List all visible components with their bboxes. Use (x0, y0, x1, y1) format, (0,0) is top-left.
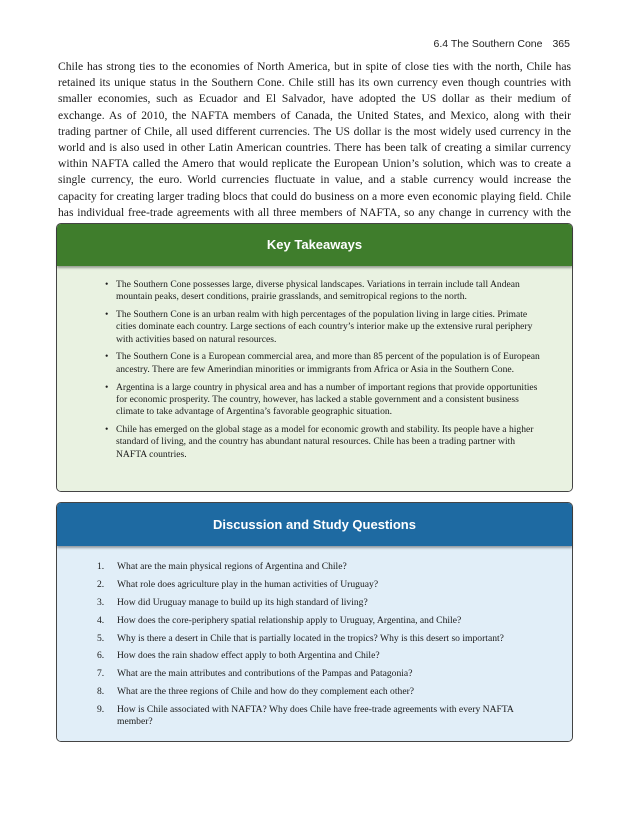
page-number: 365 (552, 38, 570, 50)
question-item (97, 597, 548, 609)
question-item (97, 579, 548, 591)
discussion-questions-box (57, 503, 572, 741)
question-number: 3. (97, 596, 105, 608)
question-text: How does the core-periphery spatial relationship apply to Uruguay, Argentina, and Chile? (117, 614, 462, 626)
question-text: How does the rain shadow effect apply to both Argentina and Chile? (117, 650, 380, 662)
question-number: 4. (97, 614, 105, 626)
question-number: 8. (97, 686, 105, 698)
takeaway-item: • The Southern Cone possesses large, diverse physical landscapes. Variations in terrain include tall Andean mountain peaks, desert conditions, prairie grasslands, and semitropical regions to the north. (105, 279, 548, 304)
question-item (97, 650, 548, 662)
question-number: 6. (97, 650, 105, 662)
question-item (97, 633, 548, 645)
question-item (97, 686, 548, 698)
question-text: What are the three regions of Chile and how do they complement each other? (117, 686, 415, 698)
question-number: 2. (97, 578, 105, 590)
question-text: What are the main attributes and contributions of the Pampas and Patagonia? (117, 668, 413, 680)
body-paragraph: Chile has strong ties to the economies of North America, but in spite of close ties with the north, Chile has retained its unique status in the Southern Cone. Chile still has its own currency even though countries with smaller economies, such as Ecuador and El Salvador, have adopted the US dollar as their medium of exchange. As of 2010, the NAFTA members of Canada, the United States, and Mexico, along with their trading partner of Chile, all used different currencies. The US dollar is the most widely used currency in the world and is also used in other Latin American countries. There has been talk of creating a similar currency within NAFTA called the Amero that would replicate the European Union’s solution, which was to create a single currency, the euro. World currencies fluctuate in value, and a stable currency would increase the capacity for creating larger trading blocs that could do business on a more even economic playing field. Chile has individual free-trade agreements with all three members of NAFTA, so any change in currency with the (58, 60, 571, 219)
question-number: 9. (97, 704, 105, 716)
question-text: Why is there a desert in Chile that is partially located in the tropics? Why is this desert so important? (117, 632, 504, 644)
question-item (97, 615, 548, 627)
question-item (97, 704, 548, 729)
discussion-questions-list (97, 561, 548, 729)
section-title: 6.4 The Southern Cone (433, 38, 543, 50)
question-number: 1. (97, 561, 105, 572)
question-number: 5. (97, 632, 105, 644)
key-takeaways-title: Key Takeaways (57, 224, 572, 266)
question-item (97, 668, 548, 680)
discussion-questions-title: Discussion and Study Questions (57, 503, 572, 546)
key-takeaways-body (57, 266, 572, 491)
takeaway-item: • Argentina is a large country in physical area and has a number of important regions that provide opportunities for economic prosperity. The country, however, has lacked a stable government and a consistent business climate to take advantage of Argentina’s favorable geographic situation. (105, 382, 548, 419)
question-text: What are the main physical regions of Argentina and Chile? (117, 561, 347, 572)
key-takeaways-list (105, 279, 548, 461)
page-header (434, 38, 571, 50)
takeaway-item: • The Southern Cone is an urban realm with high percentages of the population living in large cities. Primate cities dominate each country. Large sections of each country’s interior make up the extensive rural periphery with activities based on natural resources. (105, 309, 548, 346)
question-item (97, 561, 548, 573)
question-text: What role does agriculture play in the human activities of Uruguay? (117, 578, 379, 590)
question-text: How is Chile associated with NAFTA? Why does Chile have free-trade agreements with every NAFTA member? (117, 704, 514, 728)
key-takeaways-box (57, 224, 572, 491)
discussion-questions-body (57, 546, 572, 741)
question-number: 7. (97, 668, 105, 680)
question-text: How did Uruguay manage to build up its high standard of living? (117, 596, 368, 608)
takeaway-item: • Chile has emerged on the global stage as a model for economic growth and stability. Its people have a higher standard of living, and the country has abundant natural resources. Chile has been a trading partner with NAFTA countries. (105, 424, 548, 461)
takeaway-item: • The Southern Cone is a European commercial area, and more than 85 percent of the population is of European ancestry. There are few Amerindian minorities or immigrants from Africa or Asia in the Southern Cone. (105, 351, 548, 376)
